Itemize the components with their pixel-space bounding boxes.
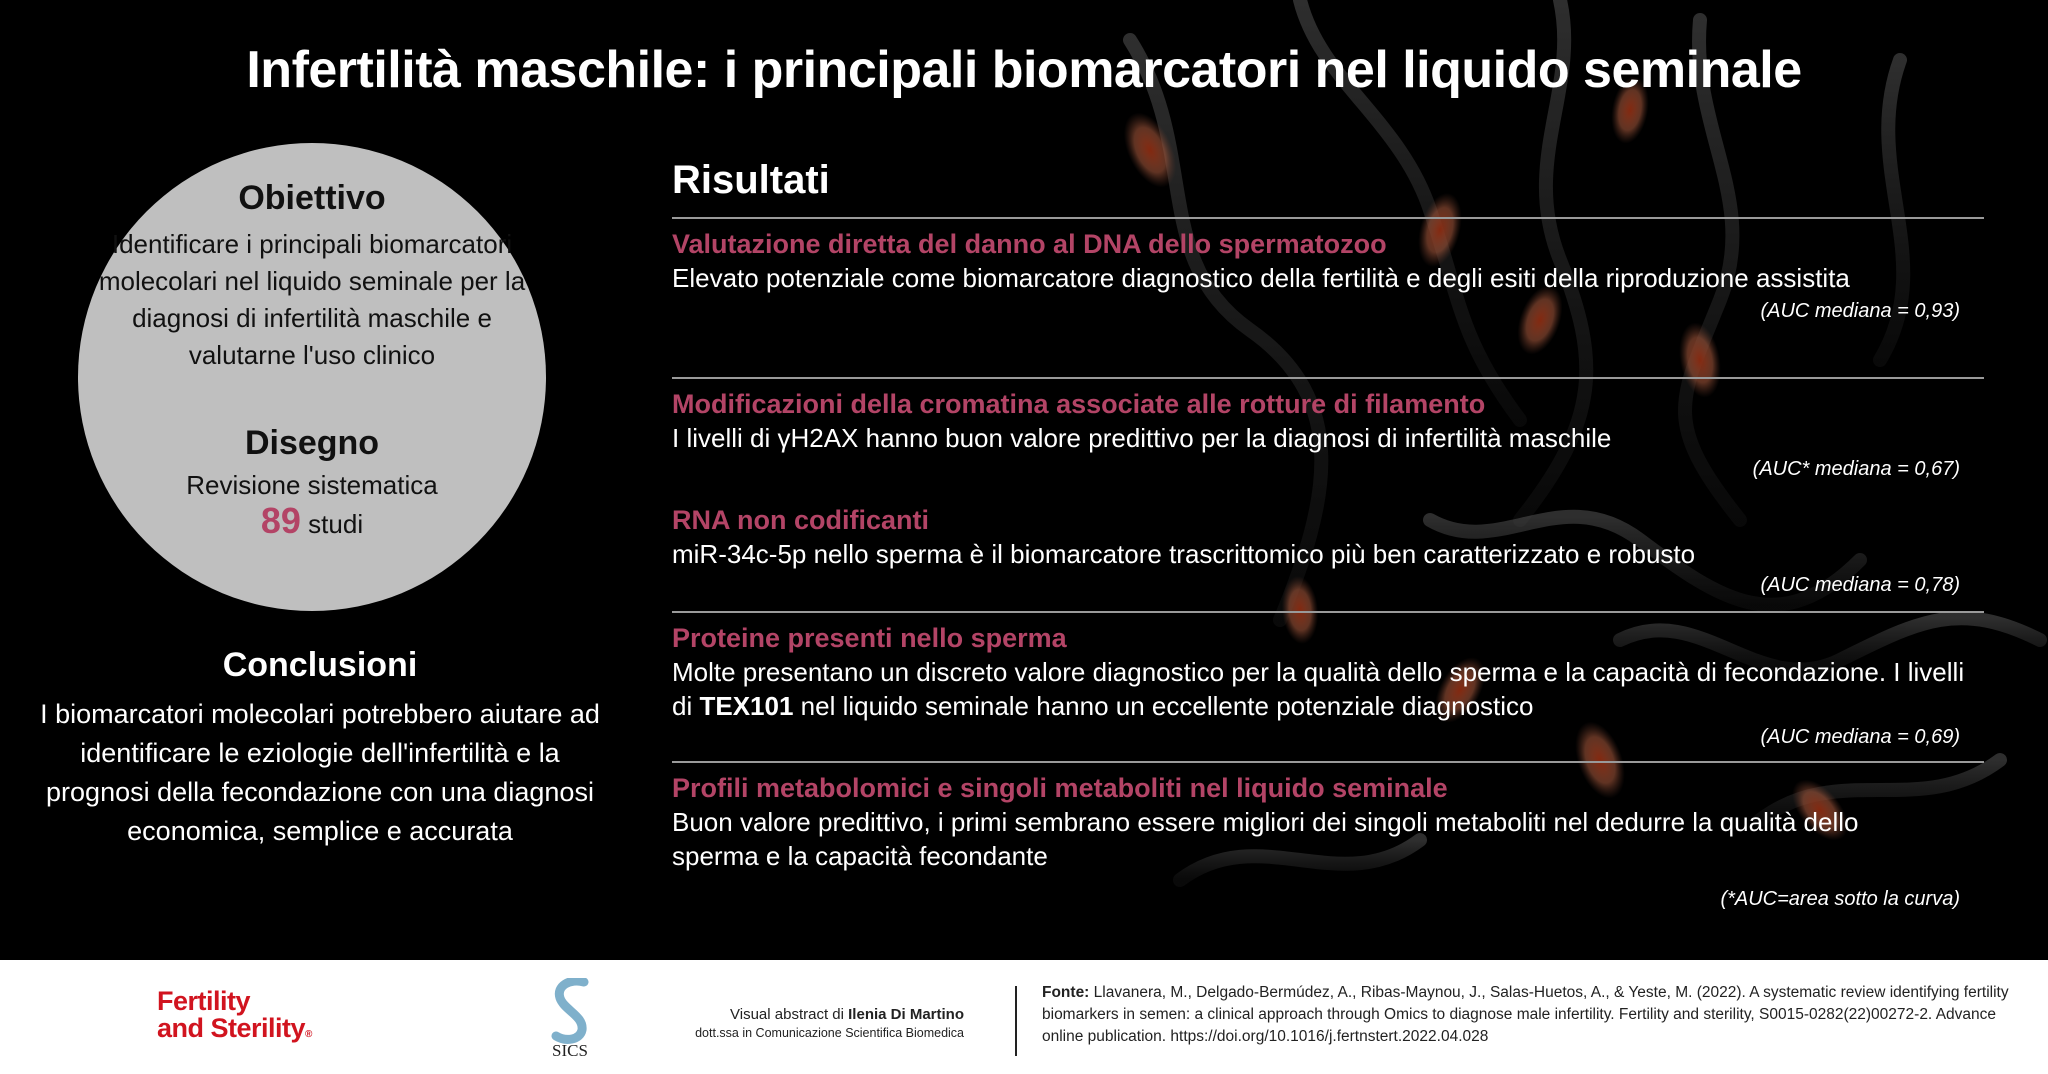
source-citation xyxy=(1042,982,2012,1048)
design-study-count xyxy=(78,500,546,542)
sics-logo-text: SICS xyxy=(552,1041,588,1058)
author-name: Ilenia Di Martino xyxy=(848,1006,964,1023)
sics-logo xyxy=(540,978,600,1058)
result-item-proteins xyxy=(672,613,1984,761)
author-role: dott.ssa in Comunicazione Scientifica Biomedica xyxy=(695,1026,964,1040)
credit-block: Visual abstract di Ilenia Di Martino dott.ssa in Comunicazione Scientifica Biomedica xyxy=(640,1006,964,1040)
conclusions-text: I biomarcatori molecolari potrebbero aiutare ad identificare le eziologie dell'infertilità e la prognosi della fecondazione con una diagnosi economica, semplice e accurata xyxy=(40,699,600,846)
source-text: Llavanera, M., Delgado-Bermúdez, A., Ribas-Maynou, J., Salas-Huetos, A., & Yeste, M. (2022). A systematic review identifying fertility biomarkers in semen: a clinical approach through Omics to diagnose male infertility. Fertility and sterility, S0015-0282(22)00272-2. Advance online publication. https://doi.org/10.1016/j.fertnstert.2022.04.028 xyxy=(1042,984,2009,1045)
result-item-noncoding-rna xyxy=(672,495,1984,611)
design-type: Revisione sistematica xyxy=(186,470,438,500)
objective-design-circle xyxy=(78,143,546,611)
study-count-label: studi xyxy=(308,509,364,539)
result-item-chromatin xyxy=(672,379,1984,495)
results-section xyxy=(672,158,1984,913)
fertility-and-sterility-logo: Fertility and Sterility® xyxy=(157,986,312,1043)
result-text: Molte presentano un discreto valore diagnostico per la qualità dello sperma e la capacità di fecondazione. I livelli di TEX101 nel liquido seminale hanno un eccellente potenziale diagnostico xyxy=(672,657,1965,721)
footer-divider xyxy=(1015,986,1017,1056)
result-auc: (AUC* mediana = 0,67) xyxy=(1752,458,1960,480)
objective-heading: Obiettivo xyxy=(238,179,386,217)
result-item-metabolomics xyxy=(672,763,1984,913)
result-auc: (AUC mediana = 0,78) xyxy=(1760,574,1960,596)
footer xyxy=(0,960,2048,1074)
result-auc: (AUC mediana = 0,69) xyxy=(1760,726,1960,748)
result-auc: (AUC mediana = 0,93) xyxy=(1760,300,1960,322)
result-text: I livelli di γH2AX hanno buon valore predittivo per la diagnosi di infertilità maschile xyxy=(672,423,1612,453)
design-heading: Disegno xyxy=(244,424,380,462)
study-count-number: 89 xyxy=(260,500,301,541)
result-title: Profili metabolomici e singoli metaboliti nel liquido seminale xyxy=(672,773,1448,803)
result-title: Modificazioni della cromatina associate alle rotture di filamento xyxy=(672,389,1486,419)
tex101-highlight: TEX101 xyxy=(699,691,794,721)
result-title: Valutazione diretta del danno al DNA dello spermatozoo xyxy=(672,229,1387,259)
result-title: RNA non codificanti xyxy=(672,505,929,535)
result-text: Buon valore predittivo, i primi sembrano essere migliori dei singoli metaboliti nel dedurre la qualità dello sperma e la capacità fecondante xyxy=(672,807,1859,871)
page-title: Infertilità maschile: i principali biomarcatori nel liquido seminale xyxy=(246,41,1802,99)
result-item-dna-damage xyxy=(672,219,1984,377)
auc-footnote: (*AUC=area sotto la curva) xyxy=(1720,888,1960,910)
results-heading: Risultati xyxy=(672,158,830,202)
conclusions-heading: Conclusioni xyxy=(222,646,418,684)
result-text: miR-34c-5p nello sperma è il biomarcatore trascrittomico più ben caratterizzato e robusto xyxy=(672,539,1696,569)
result-text: Elevato potenziale come biomarcatore diagnostico della fertilità e degli esiti della riproduzione assistita xyxy=(672,263,1850,293)
source-label: Fonte: xyxy=(1042,984,1090,1001)
registered-mark-icon: ® xyxy=(305,1029,312,1040)
conclusions-section xyxy=(40,646,600,851)
objective-text: Identificare i principali biomarcatori molecolari nel liquido seminale per la diagnosi di infertilità maschile e valutarne l'uso clinico xyxy=(98,229,526,370)
result-title: Proteine presenti nello sperma xyxy=(672,623,1067,653)
